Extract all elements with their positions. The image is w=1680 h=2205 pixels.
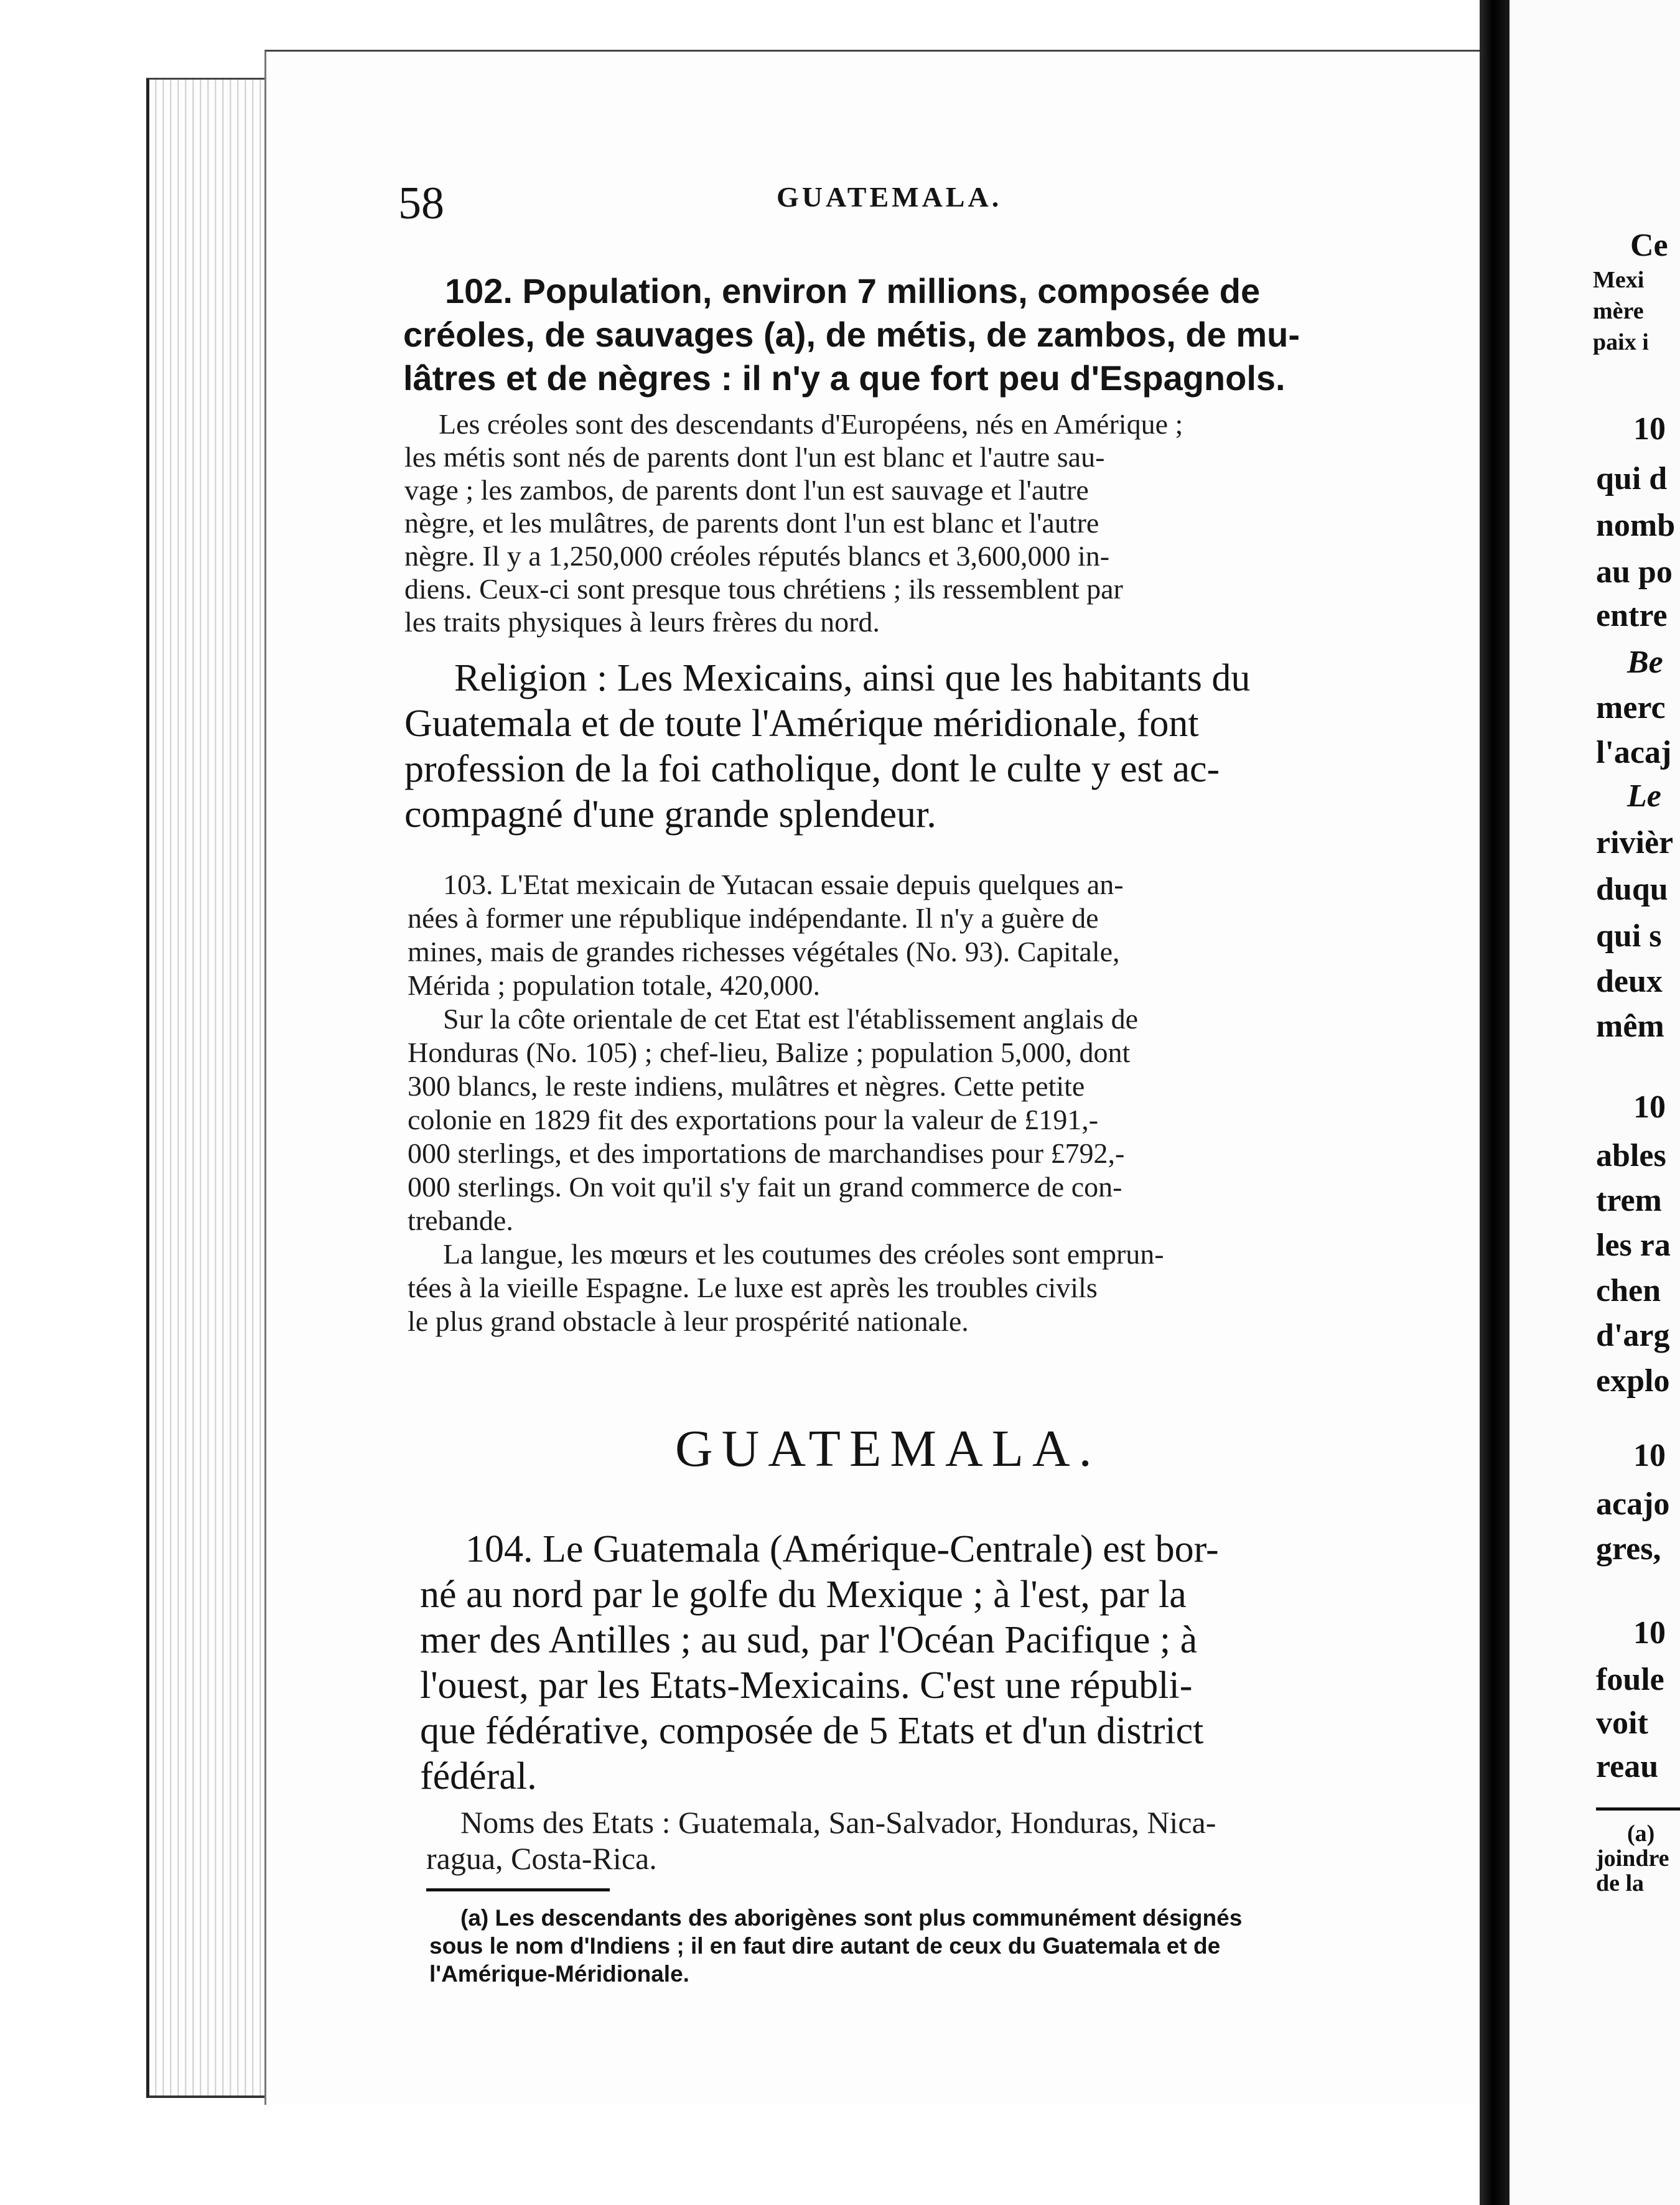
section-title: GUATEMALA. (675, 1420, 1101, 1478)
facing-line: Le (1627, 778, 1661, 814)
para-103-line-4: Mérida ; population totale, 420,000. (408, 969, 821, 1001)
footnote-line-1: (a) Les descendants des aborigènes sont plus communément désignés (460, 1905, 1243, 1931)
note-102-line-3: vage ; les zambos, de parents dont l'un est sauvage et l'autre (404, 474, 1089, 506)
facing-line: qui s (1596, 918, 1662, 954)
para-104-line-3: mer des Antilles ; au sud, par l'Océan Pacifique ; à (420, 1619, 1198, 1661)
para-103-line-5: Sur la côte orientale de cet Etat est l'établissement anglais de (443, 1003, 1138, 1035)
para-104-line-4: l'ouest, par les Etats-Mexicains. C'est une républi- (420, 1664, 1193, 1707)
facing-line: 10 (1633, 1438, 1666, 1473)
page-edges (146, 78, 274, 2098)
facing-line: qui d (1596, 461, 1668, 496)
facing-line: gres, (1596, 1531, 1661, 1567)
facing-line: 10 (1633, 411, 1666, 447)
footnote-line-2: sous le nom d'Indiens ; il en faut dire autant de ceux du Guatemala et de (429, 1933, 1221, 1959)
states-line-2: ragua, Costa-Rica. (426, 1841, 657, 1876)
para-102-line-2: créoles, de sauvages (a), de métis, de zambos, de mu- (403, 315, 1300, 354)
note-102-line-5: nègre. Il y a 1,250,000 créoles réputés blancs et 3,600,000 in- (404, 540, 1110, 572)
facing-line: voit (1596, 1705, 1648, 1741)
para-103-line-13: tées à la vieille Espagne. Le luxe est après les troubles civils (408, 1272, 1098, 1303)
note-102-line-1: Les créoles sont des descendants d'Européens, nés en Amérique ; (439, 408, 1183, 440)
para-103-line-7: 300 blancs, le reste indiens, mulâtres et nègres. Cette petite (408, 1070, 1085, 1102)
para-103-line-9: 000 sterlings, et des importations de marchandises pour £792,- (408, 1137, 1125, 1169)
facing-footnote-line: joindre (1596, 1845, 1669, 1872)
para-104-line-1: 104. Le Guatemala (Amérique-Centrale) est bor- (465, 1528, 1219, 1570)
para-103-line-6: Honduras (No. 105) ; chef-lieu, Balize ; population 5,000, dont (408, 1037, 1131, 1068)
religion-line-1: Religion : Les Mexicains, ainsi que les habitants du (454, 657, 1251, 699)
facing-line: 10 (1633, 1089, 1666, 1125)
facing-line: Mexi (1593, 267, 1645, 293)
facing-line: Be (1627, 645, 1663, 680)
facing-line: mère (1593, 298, 1644, 324)
para-103-line-12: La langue, les mœurs et les coutumes des créoles sont emprun- (443, 1238, 1164, 1270)
facing-line: foule (1596, 1662, 1664, 1697)
facing-line: mêm (1596, 1009, 1664, 1044)
para-102-line-1: 102. Population, environ 7 millions, composée de (445, 271, 1261, 310)
facing-line: les ra (1596, 1228, 1671, 1263)
facing-footnote-rule (1596, 1807, 1680, 1811)
facing-footnote-line: (a) (1627, 1820, 1655, 1847)
states-line-1: Noms des Etats : Guatemala, San-Salvador, Honduras, Nica- (460, 1805, 1216, 1840)
religion-line-2: Guatemala et de toute l'Amérique méridionale, font (404, 702, 1199, 745)
facing-line: Ce (1630, 228, 1668, 263)
para-104-line-5: que fédérative, composée de 5 Etats et d'un district (420, 1710, 1204, 1752)
footnote-line-3: l'Amérique-Méridionale. (429, 1961, 689, 1987)
note-102-line-6: diens. Ceux-ci sont presque tous chrétiens ; ils ressemblent par (404, 573, 1123, 605)
note-102-line-2: les métis sont nés de parents dont l'un est blanc et l'autre sau- (404, 441, 1105, 473)
facing-line: d'arg (1596, 1318, 1670, 1353)
facing-line: rivièr (1596, 825, 1674, 860)
para-103-line-14: le plus grand obstacle à leur prospérité nationale. (408, 1305, 969, 1337)
para-103-line-3: mines, mais de grandes richesses végétales (No. 93). Capitale, (408, 936, 1120, 967)
facing-line: nomb (1596, 508, 1676, 543)
religion-line-4: compagné d'une grande splendeur. (404, 793, 936, 836)
facing-line: entre (1596, 598, 1668, 633)
facing-line: paix i (1593, 329, 1649, 355)
para-103-line-10: 000 sterlings. On voit qu'il s'y fait un grand commerce de con- (408, 1171, 1122, 1203)
para-103-line-11: trebande. (408, 1205, 513, 1236)
book-gutter (1480, 0, 1510, 2205)
facing-line: ables (1596, 1138, 1666, 1173)
para-103-line-8: colonie en 1829 fit des exportations pour la valeur de £191,- (408, 1104, 1099, 1135)
facing-line: acajo (1596, 1486, 1670, 1522)
footnote-rule (426, 1888, 610, 1891)
para-104-line-2: né au nord par le golfe du Mexique ; à l'est, par la (420, 1573, 1187, 1616)
para-103-line-2: nées à former une république indépendante. Il n'y a guère de (408, 902, 1099, 934)
facing-line: deux (1596, 964, 1663, 999)
para-103-line-1: 103. L'Etat mexicain de Yutacan essaie depuis quelques an- (443, 869, 1124, 900)
running-head: GUATEMALA. (777, 181, 1002, 213)
note-102-line-7: les traits physiques à leurs frères du nord. (404, 606, 880, 638)
para-102-line-3: lâtres et de nègres : il n'y a que fort peu d'Espagnols. (403, 358, 1286, 398)
note-102-line-4: nègre, et les mulâtres, de parents dont l'un est blanc et l'autre (404, 507, 1099, 539)
facing-line: explo (1596, 1363, 1670, 1399)
facing-line: duqu (1596, 872, 1668, 907)
facing-line: 10 (1633, 1615, 1666, 1651)
facing-line: merc (1596, 690, 1666, 725)
religion-line-3: profession de la foi catholique, dont le culte y est ac- (404, 748, 1220, 790)
facing-line: reau (1596, 1749, 1659, 1784)
facing-footnote-line: de la (1596, 1870, 1645, 1896)
facing-line: l'acaj (1596, 735, 1672, 770)
para-104-line-6: fédéral. (420, 1755, 537, 1797)
page-number: 58 (398, 178, 444, 229)
facing-line: trem (1596, 1183, 1662, 1218)
facing-line: chen (1596, 1273, 1661, 1308)
facing-line: au po (1596, 554, 1673, 590)
